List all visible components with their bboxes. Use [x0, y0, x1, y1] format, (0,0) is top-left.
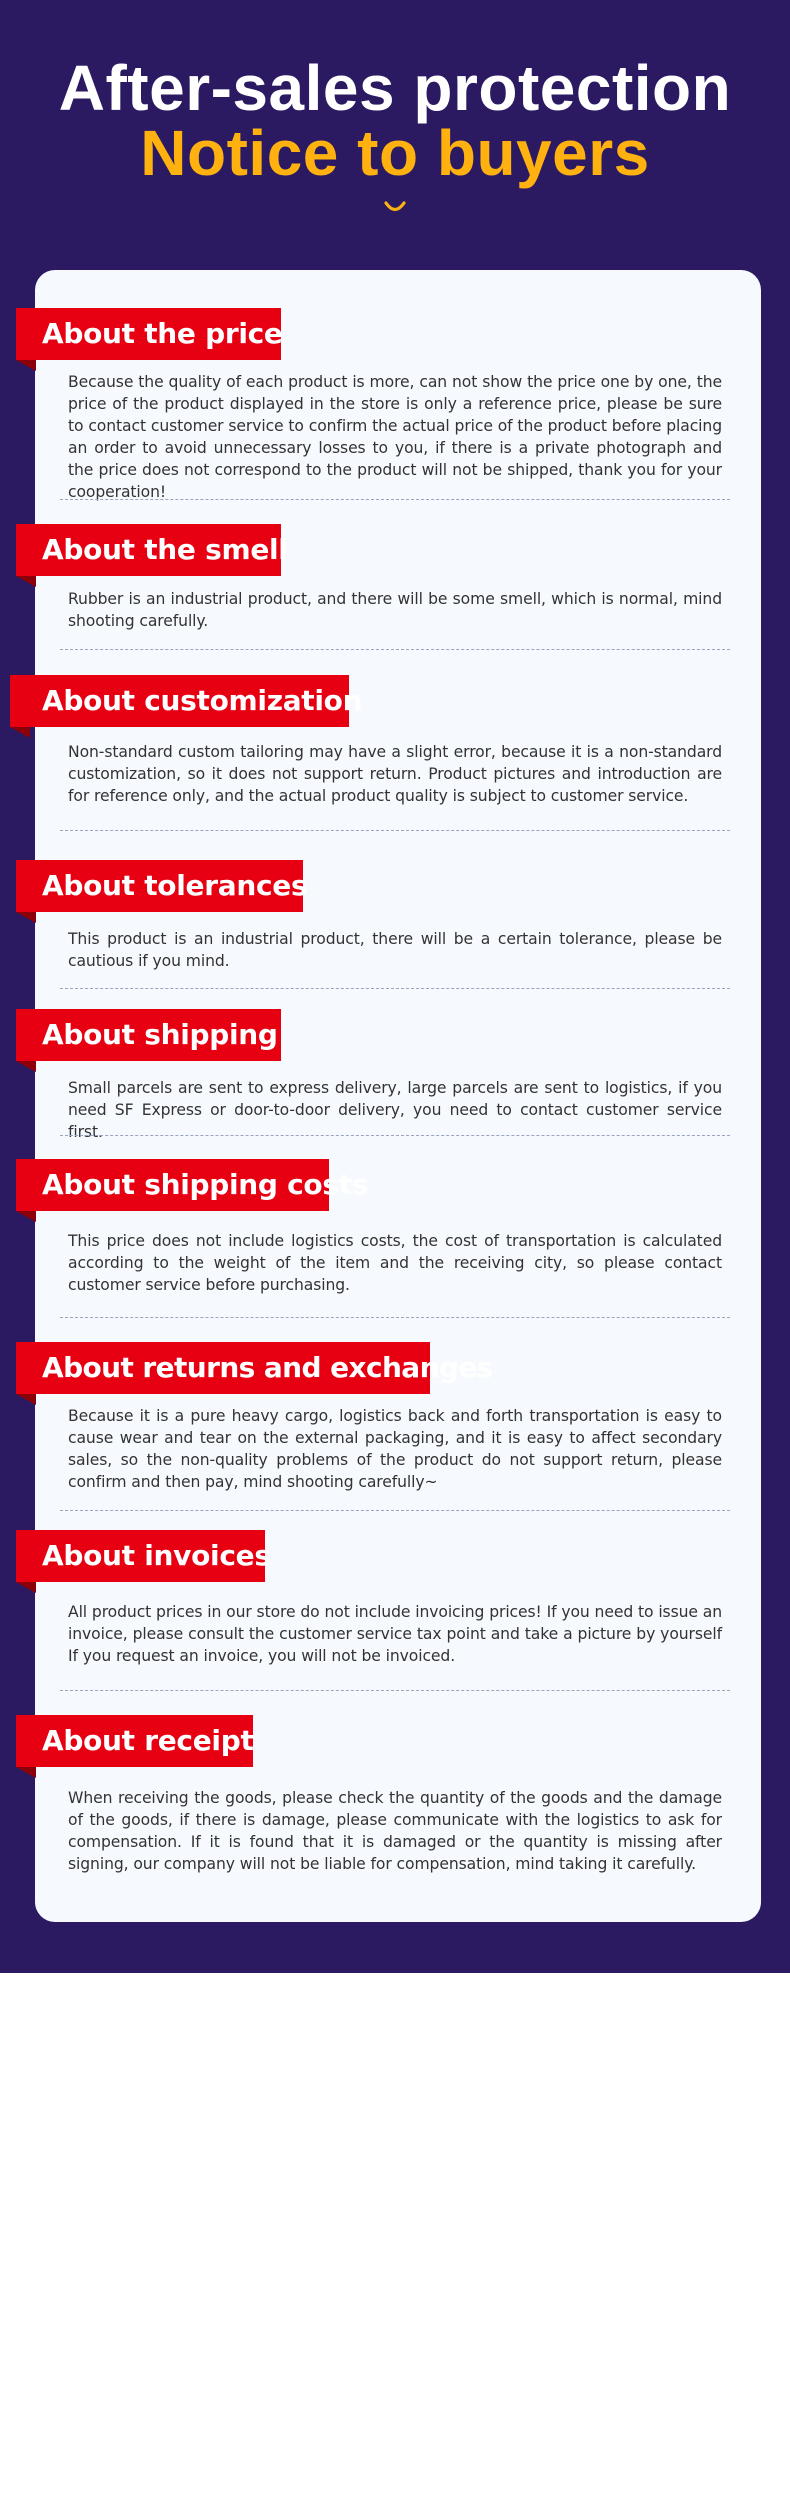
divider	[60, 1317, 730, 1318]
divider	[60, 988, 730, 989]
divider	[60, 1510, 730, 1511]
divider	[60, 1690, 730, 1691]
tab-fold-decoration	[16, 1211, 36, 1222]
page-subtitle: Notice to buyers	[140, 117, 650, 189]
section-text-invoices: All product prices in our store do not include invoicing prices! If you need to issue an invoice, please consult the customer service tax point and take a picture by yourself If you request an invoice, you will not be invoiced.	[68, 1603, 722, 1665]
section-title-shipping-costs: About shipping costs	[16, 1159, 329, 1211]
section-text-shipping: Small parcels are sent to express delivery, large parcels are sent to logistics, if you need SF Express or door-to-door delivery, you need to contact customer service first.	[68, 1079, 722, 1141]
section-text-receipt: When receiving the goods, please check the quantity of the goods and the damage of the goods, if there is damage, please communicate with the logistics to ask for compensation. If it is found that it is damaged or the quantity is missing after signing, our company will not be liable for compensation, mind taking it carefully.	[68, 1789, 722, 1873]
page-title: After-sales protection	[58, 52, 732, 124]
tab-fold-decoration	[16, 1582, 36, 1593]
section-title-smell: About the smell	[16, 524, 281, 576]
section-text-price: Because the quality of each product is more, can not show the price one by one, the price of the product displayed in the store is only a reference price, please be sure to contact customer service to confirm the actual price of the product before placing an order to avoid unnecessary losses to you, if there is a private photograph and the price does not correspond to the product will not be shipped, thank you for your cooperation!	[68, 373, 722, 501]
tab-fold-decoration	[16, 576, 36, 587]
divider	[60, 830, 730, 831]
section-title-returns: About returns and exchanges	[16, 1342, 430, 1394]
section-text-customization: Non-standard custom tailoring may have a slight error, because it is a non-standard customization, so it does not support return. Product pictures and introduction are for reference only, and the actual product quality is subject to customer service.	[68, 743, 722, 805]
divider	[60, 499, 730, 500]
tab-fold-decoration	[16, 1061, 36, 1072]
divider	[60, 1135, 730, 1136]
section-title-receipt: About receipt	[16, 1715, 253, 1767]
section-title-price: About the price	[16, 308, 281, 360]
tab-fold-decoration	[16, 1394, 36, 1405]
section-title-invoices: About invoices	[16, 1530, 265, 1582]
tab-fold-decoration	[16, 912, 36, 923]
tab-fold-decoration	[16, 360, 36, 371]
section-title-shipping: About shipping	[16, 1009, 281, 1061]
tab-fold-decoration	[16, 1767, 36, 1778]
section-text-tolerances: This product is an industrial product, there will be a certain tolerance, please be cautious if you mind.	[68, 930, 722, 970]
section-text-shipping-costs: This price does not include logistics costs, the cost of transportation is calculated according to the weight of the item and the receiving city, so please contact customer service before purchasing.	[68, 1232, 722, 1294]
section-text-smell: Rubber is an industrial product, and there will be some smell, which is normal, mind shooting carefully.	[68, 590, 722, 630]
smile-arc-icon	[383, 200, 407, 214]
tab-fold-decoration	[10, 727, 30, 738]
section-title-tolerances: About tolerances	[16, 860, 303, 912]
divider	[60, 649, 730, 650]
section-text-returns: Because it is a pure heavy cargo, logistics back and forth transportation is easy to cause wear and tear on the external packaging, and it is easy to affect secondary sales, so the non-quality problems of the product do not support return, please confirm and then pay, mind shooting carefully~	[68, 1407, 722, 1491]
section-title-customization: About customization	[10, 675, 349, 727]
